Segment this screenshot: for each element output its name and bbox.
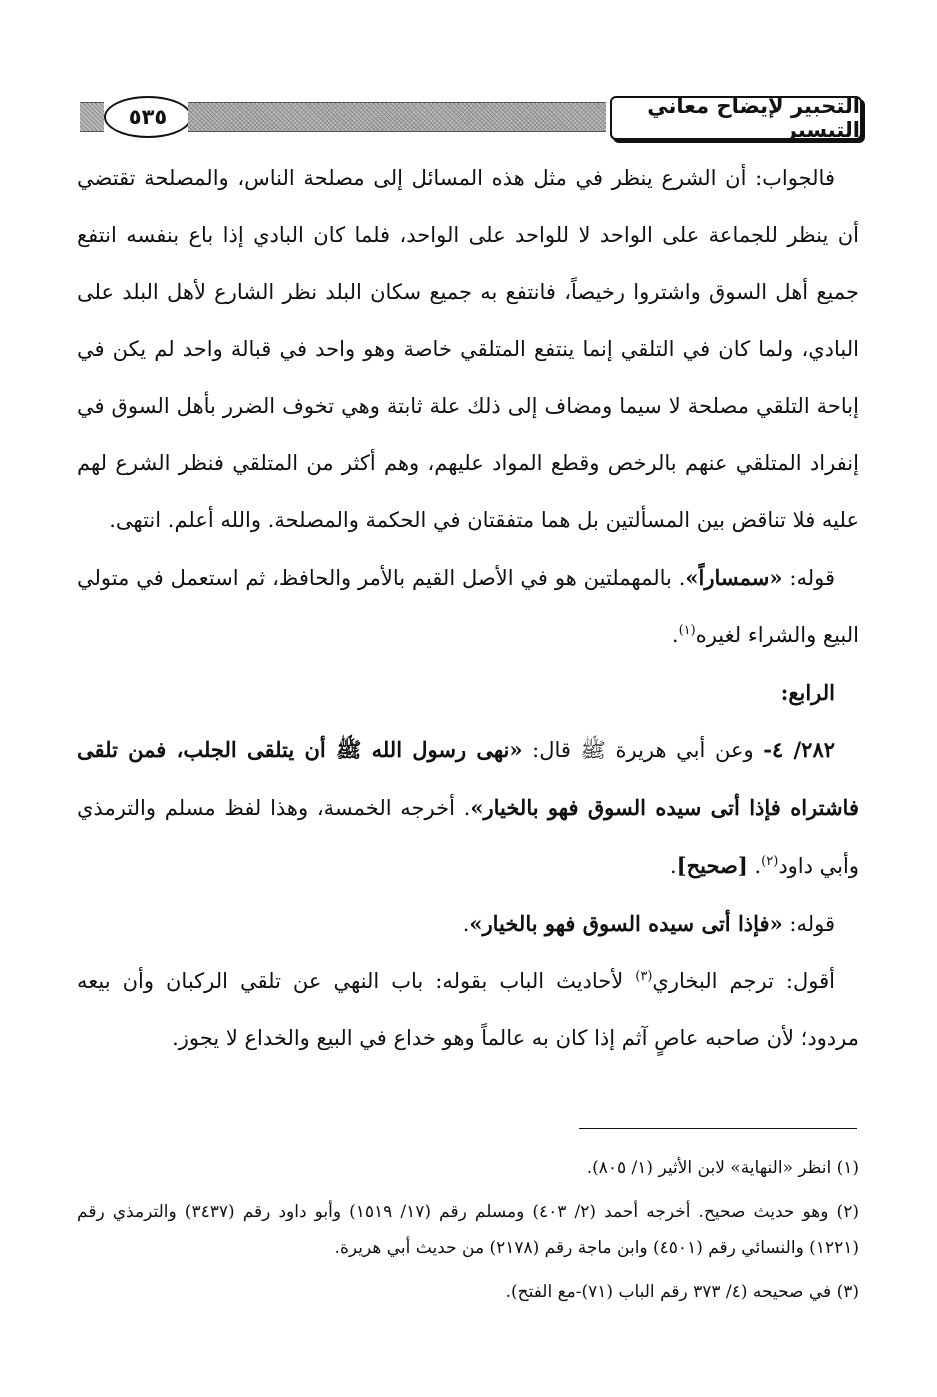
book-title: التحبير لإيضاح معاني التيسير [610, 96, 862, 140]
page-number: ٥٣٥ [104, 96, 192, 138]
quote-khiyar: «فإذا أتى سيده السوق فهو بالخيار» [469, 911, 783, 936]
paragraph-aqulu-start: أقول: ترجم البخاري [652, 969, 835, 993]
hadith-grade: [صحيح] [676, 853, 748, 878]
footnote-ref-1[interactable]: (١) [678, 623, 696, 638]
hadith-intro: وعن أبي هريرة ﷺ قال: [522, 738, 764, 762]
hadith-text: «نهى رسول الله ﷺ أن يتلقى الجلب، فمن تلقى فاشتراه فإذا أتى سيده السوق فهو بالخيار» [77, 737, 859, 820]
section-heading: الرابع: [780, 680, 835, 705]
hadith-sources-end: . [747, 854, 762, 878]
footnote-1: (١) انظر «النهاية» لابن الأثير (١/ ٨٠٥). [586, 1158, 859, 1178]
footnote-3: (٣) في صحيحه (٤/ ٣٧٣ رقم الباب (٧١)-مع الفتح). [505, 1282, 859, 1302]
paragraph-simsar [77, 549, 859, 664]
paragraph-simsar-end: . [671, 623, 679, 647]
paragraph-hadith [77, 721, 859, 895]
hadith-number: ٢٨٢/ ٤- [763, 737, 836, 762]
footnotes [77, 1150, 859, 1310]
page-header [80, 92, 862, 146]
paragraph-aqulu-rest: لأحاديث الباب بقوله: باب النهي عن تلقي الركبان وأن بيعه مردود؛ لأن صاحبه عاصٍ آثم إذا كان به عالماً وهو خداع في البيع والخداع لا يجوز. [77, 969, 859, 1050]
quote-simsar: «سمساراً» [685, 565, 783, 590]
footnote-divider [579, 1128, 857, 1129]
paragraph-simsar-text: . بالمهملتين هو في الأصل القيم بالأمر والحافظ، ثم استعمل في متولي البيع والشراء لغيره [77, 566, 859, 647]
footnote-2: (٢) وهو حديث صحيح. أخرجه أحمد (٢/ ٤٠٣) ومسلم رقم (١٧/ ١٥١٩) وأبو داود رقم (٣٤٣٧) والترمذي رقم (١٢٢١) والنسائي رقم (٤٥٠١) وابن ماجة رقم (٢١٧٨) من حديث أبي هريرة. [77, 1202, 859, 1258]
paragraph-simsar-prefix: قوله: [782, 566, 836, 590]
hadith-sources: . أخرجه الخمسة، وهذا لفظ مسلم والترمذي وأبي داود [77, 796, 859, 878]
paragraph-answer: فالجواب: أن الشرع ينظر في مثل هذه المسائل إلى مصلحة الناس، والمصلحة تقتضي أن ينظر للجماعة على الواحد لا للواحد على الواحد، فلما كان البادي إذا باع بنفسه انتفع جميع أهل السوق واشتروا رخيصاً، فانتفع به جميع سكان البلد نظر الشارع لأهل البلد على البادي، ولما كان في التلقي إنما ينتفع المتلقي خاصة وهو واحد في قبالة واحد لم يكن في إباحة التلقي مصلحة لا سيما ومضاف إلى ذلك علة ثابتة وهي تخوف الضرر بأهل السوق في إنفراد المتلقي عنهم بالرخص وقطع المواد عليهم، وهم أكثر من المتلقي فنظر الشرع لهم عليه فلا تناقض بين المسألتين بل هما متفقتان في الحكمة والمصلحة. والله أعلم. انتهى. [77, 166, 859, 532]
main-text [77, 150, 859, 1067]
paragraph-aqulu [77, 953, 859, 1067]
paragraph-qawluhu-prefix: قوله: [782, 912, 835, 936]
paragraph-qawluhu-end: . [462, 912, 470, 936]
footnote-ref-3[interactable]: (٣) [635, 969, 653, 984]
header-decorative-band [188, 102, 606, 132]
footnote-ref-2[interactable]: (٢) [761, 854, 779, 869]
hadith-final: . [669, 854, 677, 878]
header-band-left [80, 102, 104, 132]
paragraph-qawluhu [77, 895, 859, 953]
